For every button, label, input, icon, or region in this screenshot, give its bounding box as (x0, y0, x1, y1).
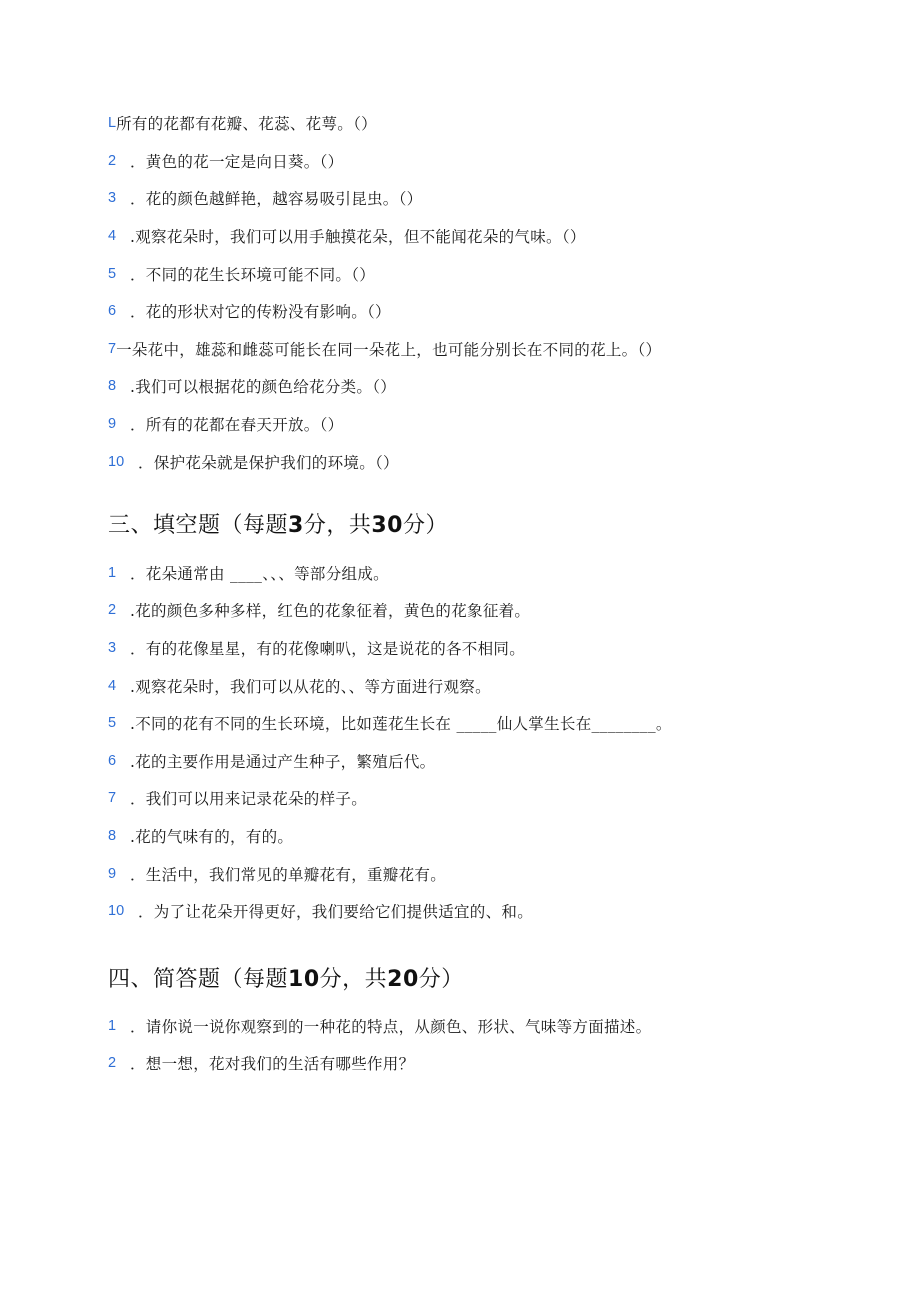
question-number: 9 (108, 416, 117, 433)
question-text: ．为了让花朵开得更好，我们要给它们提供适宜的、和。 (138, 903, 534, 922)
question-text: ．花的形状对它的传粉没有影响。（） (130, 303, 391, 322)
question-number: 6 (108, 752, 117, 769)
question-number: 4 (108, 677, 117, 694)
question-text: ．想一想，花对我们的生活有哪些作用？ (130, 1055, 415, 1074)
question-number: 3 (108, 190, 117, 207)
section-heading-short-answer (108, 962, 464, 993)
list-item (108, 180, 661, 218)
list-item (108, 817, 672, 855)
question-text: ．有的花像星星，有的花像喇叭，这是说花的各不相同。 (130, 639, 526, 658)
heading-number: 3 (288, 513, 304, 538)
list-item (108, 1045, 651, 1083)
question-number: 8 (108, 827, 117, 844)
question-number: 7 (108, 340, 117, 357)
question-number: 5 (108, 715, 117, 732)
heading-text: 分） (418, 967, 464, 992)
question-text: ．黄色的花一定是向日葵。（） (130, 152, 344, 171)
judgment-question-list (108, 105, 661, 481)
list-item (108, 368, 661, 406)
list-item (108, 330, 661, 368)
question-number: 1 (108, 1017, 117, 1034)
heading-text: 分，共 (319, 967, 388, 992)
heading-text: 分） (402, 513, 448, 538)
question-text: ．保护花朵就是保护我们的环境。（） (138, 453, 399, 472)
short-answer-question-list (108, 1007, 651, 1082)
question-text: ．所有的花都在春天开放。（） (130, 416, 344, 435)
heading-number: 10 (288, 967, 320, 992)
question-number: 7 (108, 790, 117, 807)
list-item (108, 629, 672, 667)
question-text: ．生活中，我们常见的单瓣花有，重瓣花有。 (130, 865, 447, 884)
heading-text: 四、简答题（每题 (108, 967, 289, 992)
question-text: .花的颜色多种多样，红色的花象征着，黄色的花象征着。 (130, 602, 531, 621)
question-number: L (108, 115, 117, 132)
question-number: 4 (108, 228, 117, 245)
list-item (108, 892, 672, 930)
question-text: 一朵花中，雄蕊和雌蕊可能长在同一朵花上，也可能分别长在不同的花上。（） (116, 340, 662, 359)
list-item (108, 105, 661, 143)
heading-text: 分，共 (303, 513, 372, 538)
list-item (108, 780, 672, 818)
question-text: ．花的颜色越鲜艳，越容易吸引昆虫。（） (130, 190, 423, 209)
heading-text: 三、填空题（每题 (108, 513, 289, 538)
question-number: 8 (108, 378, 117, 395)
question-text: 所有的花都有花瓣、花蕊、花萼。（） (116, 115, 377, 134)
question-text: ．不同的花生长环境可能不同。（） (130, 265, 376, 284)
question-number: 1 (108, 564, 117, 581)
list-item (108, 667, 672, 705)
list-item (108, 742, 672, 780)
list-item (108, 704, 672, 742)
list-item (108, 855, 672, 893)
fill-blank-question-list (108, 554, 672, 930)
question-text: .观察花朵时，我们可以从花的、、等方面进行观察。 (130, 677, 491, 696)
question-number: 10 (108, 453, 125, 470)
list-item (108, 554, 672, 592)
question-text: ．请你说一说你观察到的一种花的特点，从颜色、形状、气味等方面描述。 (130, 1017, 652, 1036)
heading-number: 20 (387, 967, 419, 992)
list-item (108, 443, 661, 481)
list-item (108, 255, 661, 293)
question-number: 10 (108, 903, 125, 920)
question-text: .观察花朵时，我们可以用手触摸花朵，但不能闻花朵的气味。（） (130, 228, 586, 247)
question-number: 2 (108, 1055, 117, 1072)
question-text: ．花朵通常由 ____、、、等部分组成。 (130, 564, 389, 583)
question-number: 2 (108, 152, 117, 169)
list-item (108, 292, 661, 330)
question-text: .我们可以根据花的颜色给花分类。（） (130, 378, 397, 397)
list-item (108, 592, 672, 630)
question-number: 6 (108, 303, 117, 320)
question-number: 9 (108, 865, 117, 882)
question-text: .花的气味有的，有的。 (130, 827, 294, 846)
list-item (108, 217, 661, 255)
heading-number: 30 (371, 513, 403, 538)
question-number: 5 (108, 265, 117, 282)
question-number: 3 (108, 639, 117, 656)
section-heading-fill-blank (108, 508, 448, 539)
list-item (108, 405, 661, 443)
list-item (108, 142, 661, 180)
question-text: .不同的花有不同的生长环境，比如莲花生长在 _____仙人掌生长在________。 (130, 715, 672, 734)
question-text: ．我们可以用来记录花朵的样子。 (130, 790, 368, 809)
question-number: 2 (108, 602, 117, 619)
list-item (108, 1007, 651, 1045)
question-text: .花的主要作用是通过产生种子，繁殖后代。 (130, 752, 436, 771)
